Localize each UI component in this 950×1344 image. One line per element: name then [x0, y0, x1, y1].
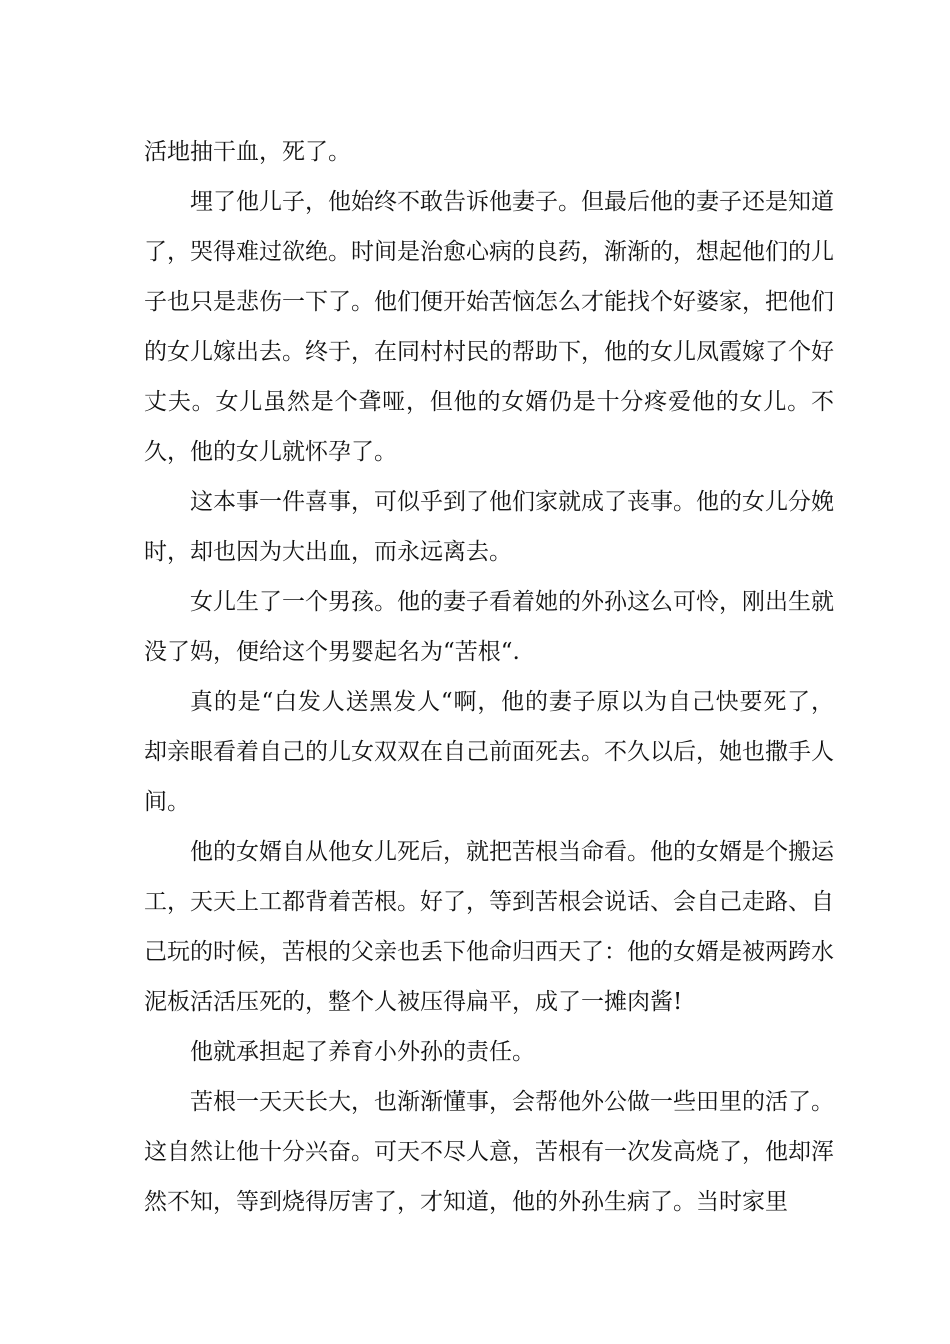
paragraph: 女儿生了一个男孩。他的妻子看着她的外孙这么可怜，刚出生就没了妈，便给这个男婴起名为“苦根“.: [144, 589, 834, 665]
paragraph: 他的女婿自从他女儿死后，就把苦根当命看。他的女婿是个搬运工，天天上工都背着苦根。好了，等到苦根会说话、会自己走路、自己玩的时候，苦根的父亲也丢下他命归西天了：他的女婿是被两跨水泥板活活压死的，整个人被压得扁平，成了一摊肉酱!: [144, 839, 834, 1015]
paragraph: 活地抽干血，死了。: [144, 139, 351, 165]
paragraph: 他就承担起了养育小外孙的责任。: [190, 1039, 535, 1065]
paragraph: 真的是“白发人送黑发人“啊，他的妻子原以为自己快要死了，却亲眼看着自己的儿女双双在自己前面死去。不久以后，她也撒手人间。: [144, 689, 834, 815]
paragraph: 埋了他儿子，他始终不敢告诉他妻子。但最后他的妻子还是知道了，哭得难过欲绝。时间是治愈心病的良药，渐渐的，想起他们的儿子也只是悲伤一下了。他们便开始苦恼怎么才能找个好婆家，把他们的女儿嫁出去。终于，在同村村民的帮助下，他的女儿凤霞嫁了个好丈夫。女儿虽然是个聋哑，但他的女婿仍是十分疼爱他的女儿。不久，他的女儿就怀孕了。: [144, 189, 834, 465]
paragraph: 苦根一天天长大，也渐渐懂事，会帮他外公做一些田里的活了。这自然让他十分兴奋。可天不尽人意，苦根有一次发高烧了，他却浑然不知，等到烧得厉害了，才知道，他的外孙生病了。当时家里: [144, 1089, 834, 1215]
paragraph: 这本事一件喜事，可似乎到了他们家就成了丧事。他的女儿分娩时，却也因为大出血，而永远离去。: [144, 489, 834, 565]
document-body: [144, 127, 834, 1227]
